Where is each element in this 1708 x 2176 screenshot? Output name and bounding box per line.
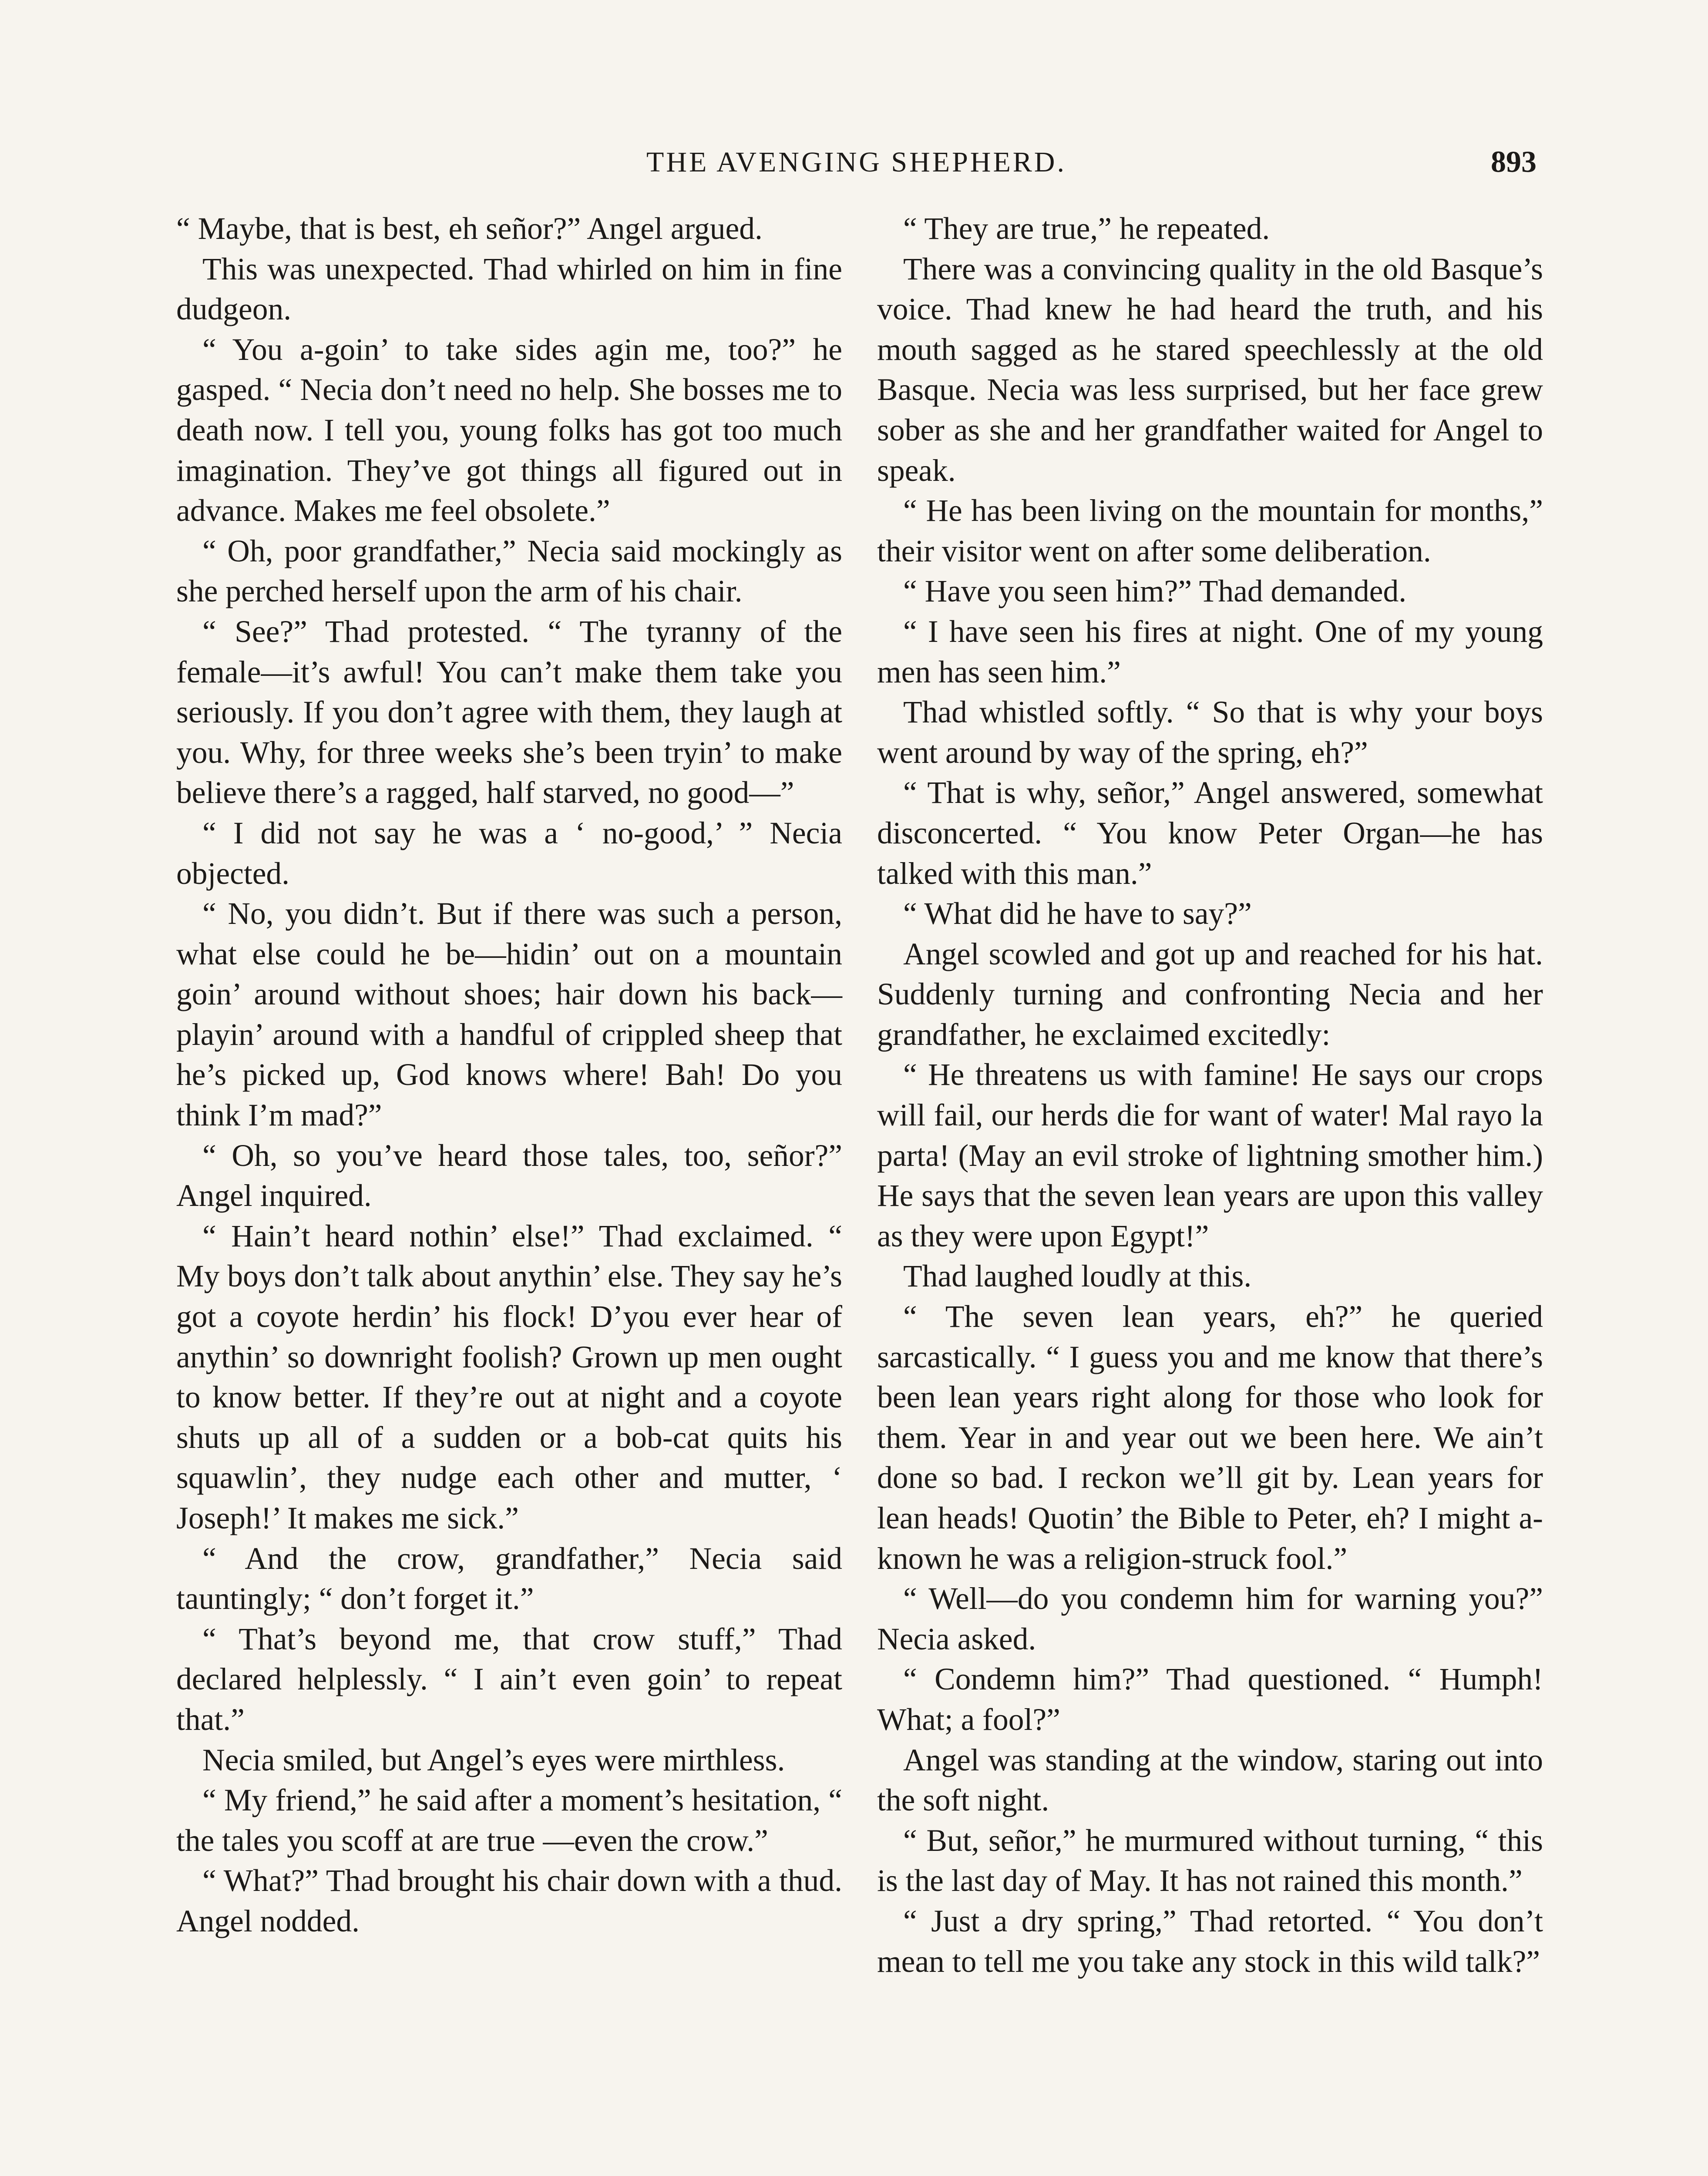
paragraph: “ He has been living on the mountain for months,” their visitor went on after some deliberation.	[877, 494, 1543, 568]
page-number: 893	[1491, 145, 1537, 179]
paragraph: “ The seven lean years, eh?” he queried sarcastically. “ I guess you and me know that there’s been lean years right along for those who look for them. Year in and year out we been here. We ain’t done so bad. I reckon we’ll git by. Lean years for lean heads! Quotin’ the Bible to Peter, eh? I might a-known he was a religion-struck fool.”	[877, 1300, 1543, 1576]
paragraph: “ Well—do you condemn him for warning you?” Necia asked.	[877, 1582, 1543, 1656]
paragraph: Angel scowled and got up and reached for his hat. Suddenly turning and confronting Necia and her grandfather, he exclaimed excitedly:	[877, 937, 1543, 1052]
paragraph: “ Condemn him?” Thad questioned. “ Humph! What; a fool?”	[877, 1662, 1543, 1737]
paragraph: Angel was standing at the window, staring out into the soft night.	[877, 1743, 1543, 1818]
paragraph: “ They are true,” he repeated.	[903, 212, 1270, 246]
paragraph: “ And the crow, grandfather,” Necia said tauntingly; “ don’t forget it.”	[176, 1541, 842, 1616]
paragraph: “ My friend,” he said after a moment’s hesitation, “ the tales you scoff at are true —even the crow.”	[176, 1783, 842, 1858]
paragraph: “ I did not say he was a ‘ no-good,’ ” Necia objected.	[176, 816, 842, 891]
page-header	[176, 138, 1537, 186]
paragraph: “ He threatens us with famine! He says our crops will fail, our herds die for want of water! Mal rayo la parta! (May an evil stroke of lightning smother him.) He says that the seven lean years are upon this valley as they were upon Egypt!”	[877, 1058, 1543, 1253]
paragraph: “ You a-goin’ to take sides agin me, too?” he gasped. “ Necia don’t need no help. She bosses me to death now. I tell you, young folks has got too much imagination. They’ve got things all figured out in advance. Makes me feel obsolete.”	[176, 332, 842, 528]
running-title: THE AVENGING SHEPHERD.	[646, 146, 1066, 178]
paragraph: Necia smiled, but Angel’s eyes were mirthless.	[202, 1743, 785, 1777]
right-column	[877, 209, 1543, 1982]
paragraph: “ No, you didn’t. But if there was such a person, what else could he be—hidin’ out on a mountain goin’ around without shoes; hair down his back—playin’ around with a handful of crippled sheep that he’s picked up, God knows where! Bah! Do you think I’m mad?”	[176, 897, 842, 1133]
paragraph: “ Just a dry spring,” Thad retorted. “ You don’t mean to tell me you take any stock in this wild talk?”	[877, 1904, 1543, 1979]
paragraph: “ Maybe, that is best, eh señor?” Angel argued.	[176, 212, 763, 246]
paragraph: Thad whistled softly. “ So that is why your boys went around by way of the spring, eh?”	[877, 695, 1543, 770]
left-column	[176, 209, 842, 1942]
paragraph: “ See?” Thad protested. “ The tyranny of the female—it’s awful! You can’t make them take you seriously. If you don’t agree with them, they laugh at you. Why, for three weeks she’s been tryin’ to make believe there’s a ragged, half starved, no good—”	[176, 614, 842, 810]
paragraph: “ I have seen his fires at night. One of my young men has seen him.”	[877, 614, 1543, 689]
paragraph: “ What?” Thad brought his chair down with a thud. Angel nodded.	[176, 1864, 842, 1938]
paragraph: “ What did he have to say?”	[903, 897, 1252, 931]
paragraph: “ Hain’t heard nothin’ else!” Thad exclaimed. “ My boys don’t talk about anythin’ else. They say he’s got a coyote herdin’ his flock! D’you ever hear of anythin’ so downright foolish? Grown up men ought to know better. If they’re out at night and a coyote shuts up all of a sudden or a bob-cat quits his squawlin’, they nudge each other and mutter, ‘ Joseph!’ It makes me sick.”	[176, 1219, 842, 1535]
paragraph: “ That is why, señor,” Angel answered, somewhat disconcerted. “ You know Peter Organ—he has talked with this man.”	[877, 776, 1543, 891]
paragraph: “ Oh, so you’ve heard those tales, too, señor?” Angel inquired.	[176, 1138, 842, 1213]
paragraph: This was unexpected. Thad whirled on him in fine dudgeon.	[176, 252, 842, 327]
paragraph: “ But, señor,” he murmured without turning, “ this is the last day of May. It has not rained this month.”	[877, 1823, 1543, 1898]
paragraph: “ Have you seen him?” Thad demanded.	[903, 574, 1407, 609]
paragraph: “ That’s beyond me, that crow stuff,” Thad declared helplessly. “ I ain’t even goin’ to repeat that.”	[176, 1622, 842, 1737]
paragraph: “ Oh, poor grandfather,” Necia said mockingly as she perched herself upon the arm of his chair.	[176, 534, 842, 609]
paragraph: There was a convincing quality in the old Basque’s voice. Thad knew he had heard the truth, and his mouth sagged as he stared speechlessly at the old Basque. Necia was less surprised, but her face grew sober as she and her grandfather waited for Angel to speak.	[877, 252, 1543, 488]
paragraph: Thad laughed loudly at this.	[903, 1259, 1252, 1294]
